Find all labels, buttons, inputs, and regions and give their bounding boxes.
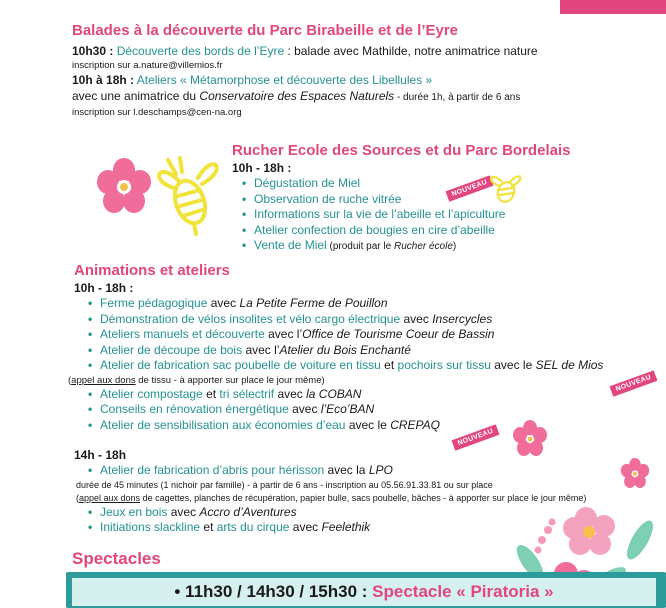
- bee-icon: [150, 150, 232, 242]
- list-item: • Atelier compostage et tri sélectrif avec la COBAN: [88, 387, 603, 403]
- list-item[interactable]: • Dégustation de Miel: [242, 176, 570, 192]
- animations-title: Animations et ateliers: [74, 262, 230, 279]
- list-item: • Atelier de sensibilisation aux économies d’eau avec le CREPAQ: [88, 418, 603, 434]
- list-item[interactable]: • Observation de ruche vitrée: [242, 192, 570, 208]
- spectacles-title: Spectacles: [72, 549, 161, 568]
- balades-note-1: inscription sur a.nature@villemios.fr: [72, 60, 223, 71]
- animations-note-1: (appel aux dons de tissu - à apporter sur place le jour même): [68, 374, 325, 386]
- show-banner: [66, 572, 666, 608]
- animations-list-1: [88, 296, 603, 374]
- list-item: • Démonstration de vélos insolites et vélo cargo électrique avec Insercycles: [88, 312, 603, 328]
- new-badge: NOUVEAU: [610, 370, 658, 396]
- list-item: • Ferme pédagogique avec La Petite Ferme de Pouillon: [88, 296, 603, 312]
- flower-icon: [96, 158, 152, 214]
- animations-note-3: (appel aux dons de cagettes, planches de récupération, papier bulle, sacs poubelle, bâches - à apporter sur place le jour même): [76, 492, 587, 503]
- flower-icon: [620, 458, 650, 488]
- balades-link-2[interactable]: Ateliers « Métamorphose et découverte des Libellules »: [136, 73, 433, 87]
- animations-list-3: [88, 463, 603, 479]
- new-badge: NOUVEAU: [446, 175, 494, 201]
- animations-section: [68, 262, 604, 536]
- balades-note-2: inscription sur l.deschamps@cen-na.org: [72, 107, 242, 118]
- balades-link-1[interactable]: Découverte des bords de l’Eyre: [116, 44, 285, 58]
- show-banner-inner: [72, 578, 656, 606]
- header-accent-bar: [560, 0, 666, 14]
- show-times: • 11h30 / 14h30 / 15h30 :: [174, 582, 373, 601]
- list-item: • Vente de Miel (produit par le Rucher école): [242, 238, 570, 255]
- rucher-title: Rucher Ecole des Sources et du Parc Bordelais: [232, 142, 571, 159]
- small-bee-icon: [486, 168, 526, 208]
- list-item: • Jeux en bois avec Accro d’Aventures: [88, 505, 603, 521]
- show-title[interactable]: Spectacle « Piratoria »: [372, 582, 554, 601]
- balades-title: Balades à la découverte du Parc Birabeille et de l’Eyre: [72, 22, 459, 39]
- list-item: • Atelier de fabrication d’abris pour hérisson avec la LPO: [88, 463, 603, 479]
- list-item: • Atelier de fabrication sac poubelle de voiture en tissu et pochoirs sur tissu avec le SEL de Mios: [88, 358, 603, 374]
- balades-line-3: avec une animatrice du Conservatoire des Espaces Naturels - durée 1h, à partir de 6 ans: [72, 89, 521, 103]
- list-item[interactable]: • Atelier confection de bougies en cire d’abeille: [242, 223, 570, 239]
- list-item: • Ateliers manuels et découverte avec l’Office de Tourisme Coeur de Bassin: [88, 327, 603, 343]
- list-item: • Initiations slackline et arts du cirque avec Feelethik: [88, 520, 603, 536]
- flower-icon: [512, 420, 548, 456]
- animations-note-2: durée de 45 minutes (1 nichoir par famille) - à partir de 6 ans - inscription au 05.56.91.33.81 ou sur place: [76, 479, 493, 490]
- animations-hours-2: 14h - 18h: [74, 448, 127, 462]
- list-item: • Conseils en rénovation énergétique avec l’Eco’BAN: [88, 402, 603, 418]
- list-item: • Atelier de découpe de bois avec l’Atelier du Bois Enchanté: [88, 343, 603, 359]
- balades-line-2: 10h à 18h : Ateliers « Métamorphose et découverte des Libellules »: [72, 73, 433, 87]
- balades-line-1: 10h30 : Découverte des bords de l’Eyre : balade avec Mathilde, notre animatrice nature: [72, 44, 538, 58]
- animations-hours-1: 10h - 18h :: [74, 281, 134, 295]
- balades-section: [72, 22, 538, 119]
- spectacles-title-wrap: [72, 549, 161, 569]
- new-badge: NOUVEAU: [452, 424, 500, 450]
- rucher-hours: 10h - 18h :: [232, 161, 292, 175]
- list-item[interactable]: • Informations sur la vie de l’abeille et l’apiculture: [242, 207, 570, 223]
